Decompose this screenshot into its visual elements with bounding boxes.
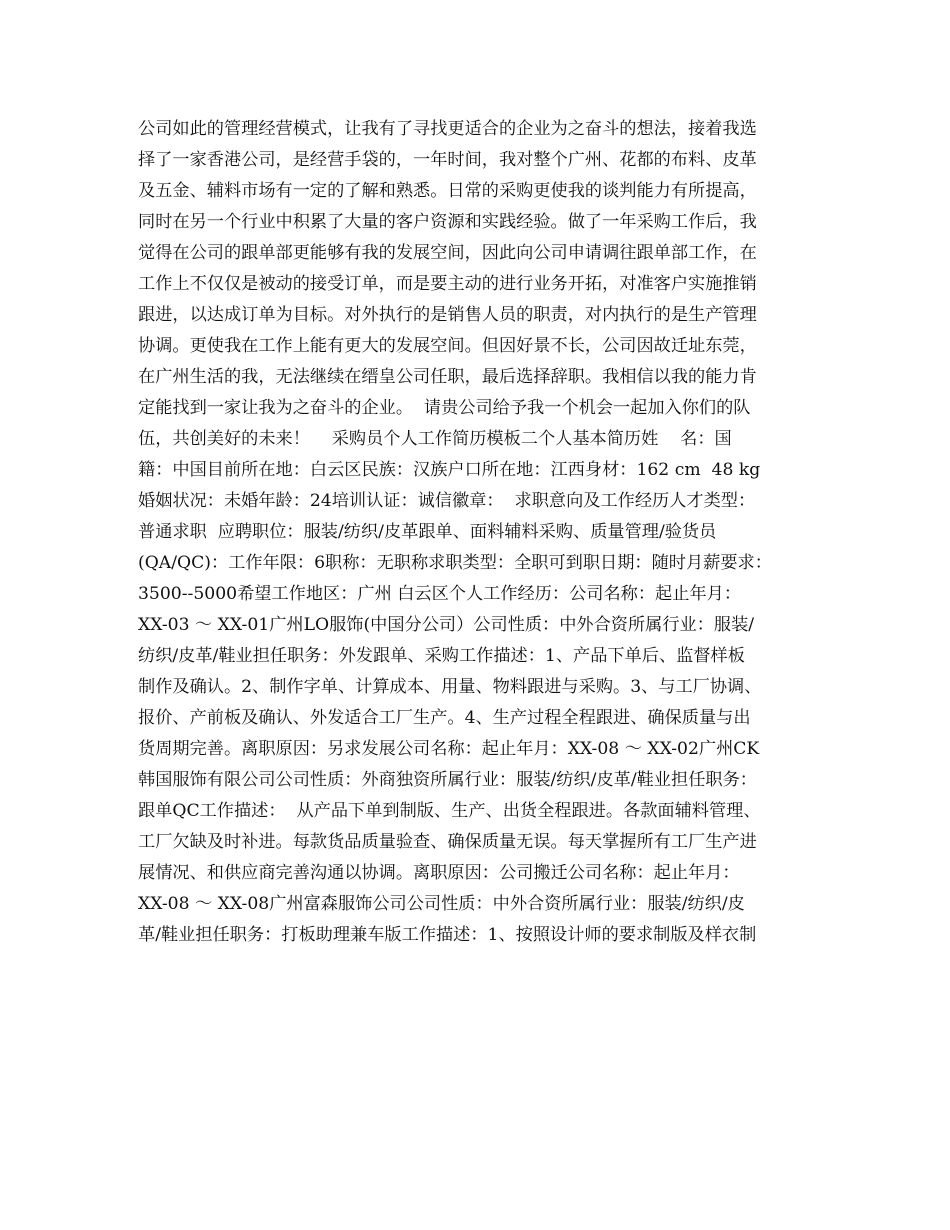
text-line: XX-03 ～ XX-01广州LO服饰(中国分公司）公司性质：中外合资所属行业：服装/ [138,615,755,635]
text-line: XX-08 ～ XX-08广州富森服饰公司公司性质：中外合资所属行业：服装/纺织/皮 [138,894,745,914]
text-line: 协调。更使我在工作上能有更大的发展空间。但因好景不长，公司因故迁址东莞， [138,336,757,356]
text-line: 择了一家香港公司，是经营手袋的，一年时间，我对整个广州、花都的布料、皮革 [138,150,757,170]
text-line: 3500--5000希望工作地区：广州 白云区个人工作经历：公司名称：起止年月： [138,584,742,604]
text-line: 跟单QC工作描述： 从产品下单到制版、生产、出货全程跟进。各款面辅料管理、 [138,801,761,821]
text-line: 同时在另一个行业中积累了大量的客户资源和实践经验。做了一年采购工作后，我 [138,212,757,232]
text-line: 在广州生活的我，无法继续在缙皇公司任职，最后选择辞职。我相信以我的能力肯 [138,367,757,387]
text-line: 婚姻状况：未婚年龄：24培训认证：诚信徽章： 求职意向及工作经历人才类型： [138,491,756,511]
text-line: 籍：中国目前所在地：白云区民族：汉族户口所在地：江西身材：162 cm 48 kg [138,460,761,480]
text-line: 报价、产前板及确认、外发适合工厂生产。4、生产过程全程跟进、确保质量与出 [138,708,751,728]
text-line: 制作及确认。2、制作字单、计算成本、用量、物料跟进与采购。3、与工厂协调、 [138,677,762,697]
document-body [138,114,828,951]
text-line: 工厂欠缺及时补进。每款货品质量验查、确保质量无误。每天掌握所有工厂生产进 [138,832,757,852]
text-line: 普通求职 应聘职位：服装/纺织/皮革跟单、面料辅料采购、质量管理/验货员 [138,522,717,542]
text-line: (QA/QC)：工作年限：6职称：无职称求职类型：全职可到职日期：随时月薪要求： [138,553,772,573]
text-line: 货周期完善。离职原因：另求发展公司名称：起止年月：XX-08 ～ XX-02广州CK [138,739,760,759]
text-line: 公司如此的管理经营模式，让我有了寻找更适合的企业为之奋斗的想法，接着我选 [138,119,757,139]
text-line: 伍，共创美好的未来！ 采购员个人工作简历模板二个人基本简历姓 名：国 [138,429,732,449]
text-line: 觉得在公司的跟单部更能够有我的发展空间，因此向公司申请调往跟单部工作，在 [138,243,757,263]
text-line: 跟进，以达成订单为目标。对外执行的是销售人员的职责，对内执行的是生产管理 [138,305,757,325]
text-line: 展情况、和供应商完善沟通以协调。离职原因：公司搬迁公司名称：起止年月： [138,863,740,883]
text-line: 韩国服饰有限公司公司性质：外商独资所属行业：服装/纺织/皮革/鞋业担任职务： [138,770,757,790]
text-line: 工作上不仅仅是被动的接受订单，而是要主动的进行业务开拓，对准客户实施推销 [138,274,757,294]
text-line: 纺织/皮革/鞋业担任职务：外发跟单、采购工作描述：1、产品下单后、监督样板 [138,646,745,666]
text-line: 定能找到一家让我为之奋斗的企业。 请贵公司给予我一个机会一起加入你们的队 [138,398,751,418]
text-line: 及五金、辅料市场有一定的了解和熟悉。日常的采购更使我的谈判能力有所提高， [138,181,757,201]
text-line: 革/鞋业担任职务：打板助理兼车版工作描述：1、按照设计师的要求制版及样衣制 [138,925,757,945]
